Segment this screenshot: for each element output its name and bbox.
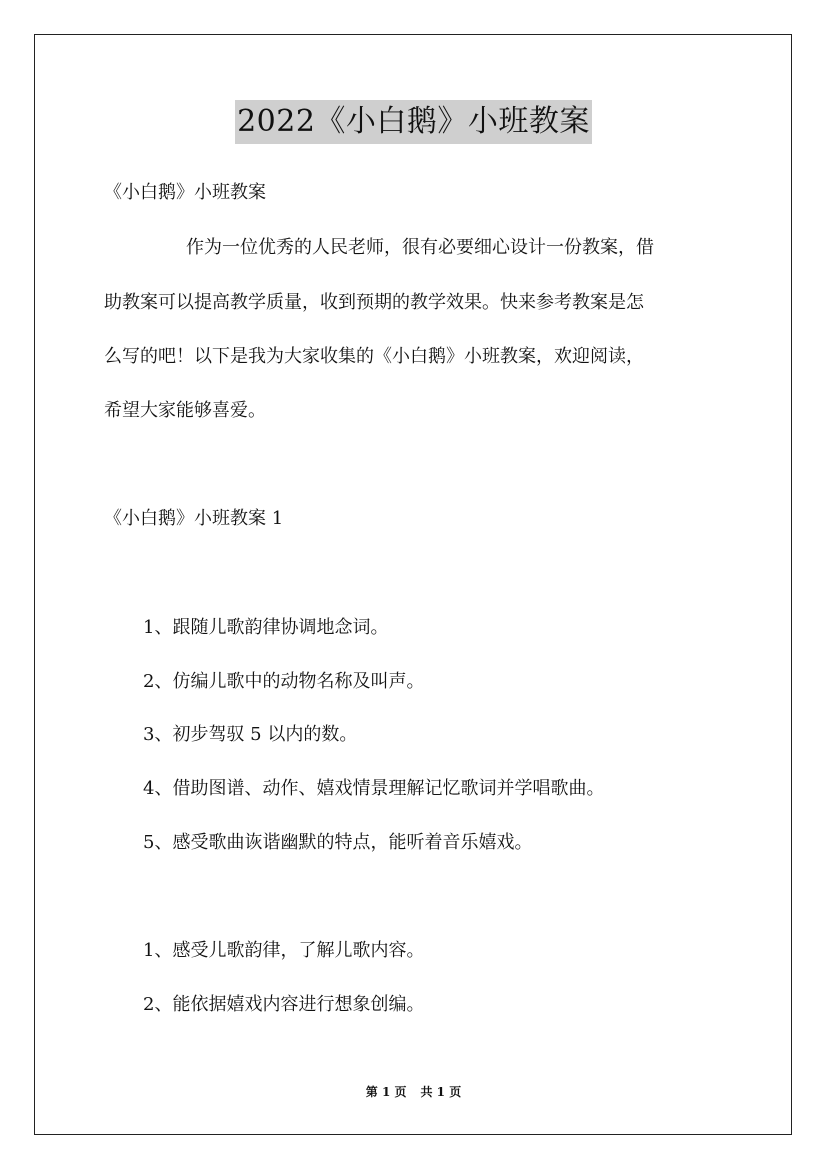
goal-item: 5、感受歌曲诙谐幽默的特点，能听着音乐嬉戏。 <box>143 832 533 853</box>
goal-item: 3、初步驾驭 5 以内的数。 <box>143 724 358 745</box>
title-container <box>0 100 827 144</box>
document-subtitle: 《小白鹅》小班教案 <box>104 182 266 203</box>
intro-paragraph-line: 么写的吧！以下是我为大家收集的《小白鹅》小班教案，欢迎阅读， <box>104 346 644 367</box>
page-footer <box>0 1084 827 1100</box>
page-total: 共 1 页 <box>420 1085 462 1099</box>
intro-paragraph-line: 作为一位优秀的人民老师，很有必要细心设计一份教案，借 <box>186 237 654 258</box>
key-point-item: 1、感受儿歌韵律，了解儿歌内容。 <box>143 940 425 961</box>
goal-item: 1、跟随儿歌韵律协调地念词。 <box>143 617 389 638</box>
key-point-item: 2、能依据嬉戏内容进行想象创编。 <box>143 994 425 1015</box>
section-heading: 《小白鹅》小班教案 1 <box>104 508 284 529</box>
document-title: 2022《小白鹅》小班教案 <box>235 100 592 144</box>
page-number: 第 1 页 <box>365 1085 407 1099</box>
intro-paragraph-line: 希望大家能够喜爱。 <box>104 400 266 421</box>
goal-item: 4、借助图谱、动作、嬉戏情景理解记忆歌词并学唱歌曲。 <box>143 778 605 799</box>
intro-paragraph-line: 助教案可以提高教学质量，收到预期的教学效果。快来参考教案是怎 <box>104 292 644 313</box>
goal-item: 2、仿编儿歌中的动物名称及叫声。 <box>143 671 425 692</box>
